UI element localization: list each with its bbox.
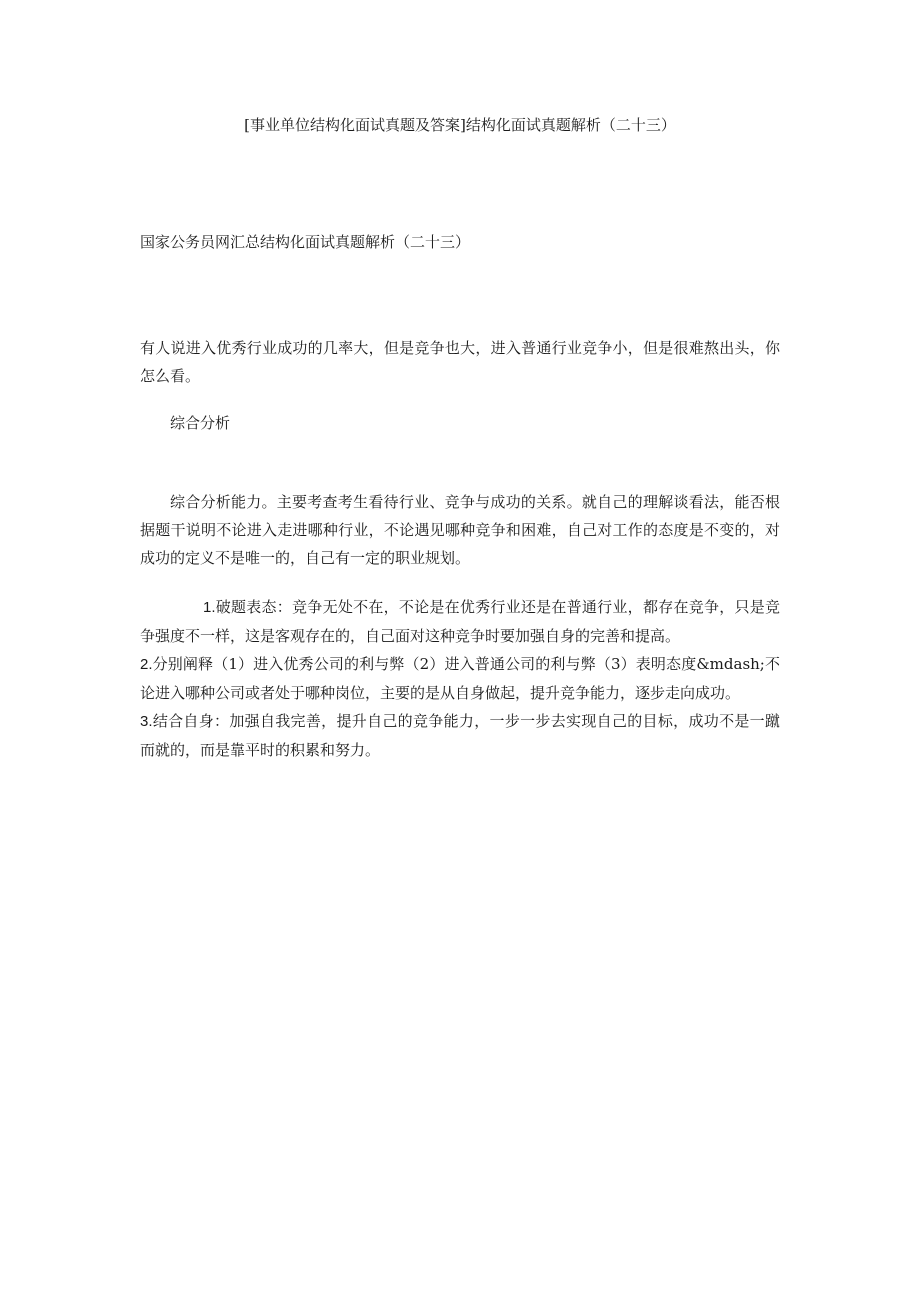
- point-text: 破题表态：竞争无处不在，不论是在优秀行业还是在普通行业，都存在竞争，只是竞争强度不一样，这是客观存在的，自己面对这种竞争时要加强自身的完善和提高。: [140, 598, 780, 645]
- interview-question: 有人说进入优秀行业成功的几率大，但是竞争也大，进入普通行业竞争小，但是很难熬出头，你怎么看。: [140, 339, 780, 385]
- document-title: [事业单位结构化面试真题及答案]结构化面试真题解析（二十三）: [244, 116, 676, 134]
- answer-point: [140, 593, 780, 650]
- answer-point: [140, 650, 780, 707]
- point-text: 结合自身：加强自我完善，提升自己的竞争能力，一步一步去实现自己的目标，成功不是一蹴而就的，而是靠平时的积累和努力。: [140, 712, 780, 759]
- analysis-paragraph: 综合分析能力。主要考查考生看待行业、竞争与成功的关系。就自己的理解谈看法，能否根据题干说明不论进入走进哪种行业，不论遇见哪种竞争和困难，自己对工作的态度是不变的，对成功的定义不是唯一的，自己有一定的职业规划。: [140, 493, 780, 567]
- point-number: 2.: [140, 656, 153, 673]
- answer-point: [140, 707, 780, 764]
- section-heading: 综合分析: [170, 414, 231, 432]
- document-subtitle: 国家公务员网汇总结构化面试真题解析（二十三）: [140, 233, 471, 251]
- point-number: 3.: [140, 713, 153, 730]
- answer-points: [140, 593, 780, 764]
- point-number: 1.: [203, 599, 216, 616]
- point-text: 分别阐释（1）进入优秀公司的利与弊（2）进入普通公司的利与弊（3）表明态度&mdash;不论进入哪种公司或者处于哪种岗位，主要的是从自身做起，提升竞争能力，逐步走向成功。: [140, 655, 780, 702]
